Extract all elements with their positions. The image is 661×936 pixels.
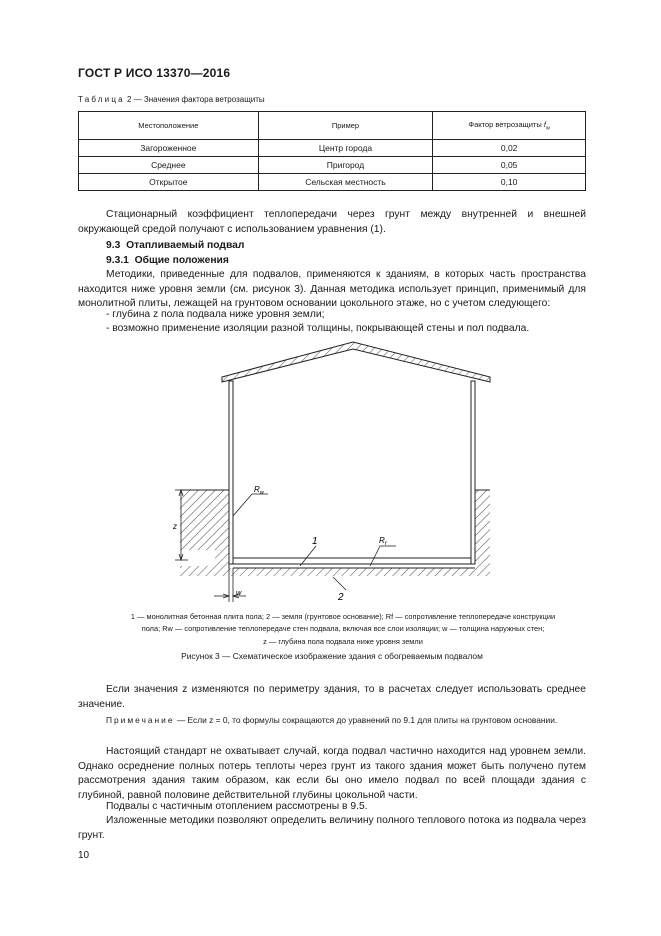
paragraph-5: Подвалы с частичным отоплением рассмотрены в 9.5. (106, 801, 368, 812)
col-header-factor (433, 112, 586, 140)
paragraph-4: Настоящий стандарт не охватывает случай, когда подвал частично находится над уровнем земли. Однако осреднение полных потерь теплоты через грунт из такого здания может быть получено путем рассмотрения здания таким образом, как если бы оно имело подвал по всей площади здания с глубиной, равной половине действительной глубины цокольной части. (78, 746, 586, 801)
floor-slab (233, 558, 475, 568)
walls (229, 381, 475, 564)
table-caption-text: — Значения фактора ветрозащиты (133, 95, 265, 104)
wind-factor-table (78, 111, 586, 191)
table-cell: 0,05 (433, 157, 586, 174)
roof (222, 342, 490, 382)
subsection-number: 9.3.1 (106, 255, 129, 266)
label-rf-subscript: f (384, 541, 387, 547)
col-header-location: Местоположение (79, 112, 259, 140)
table-cell: Центр города (258, 140, 433, 157)
basement-diagram (170, 340, 510, 605)
subsection-title: Общие положения (134, 255, 229, 266)
legend-line-1: 1 — монолитная бетонная плита пола; 2 — земля (грунтовое основание); Rf — сопротивление теплопередаче конструкции (130, 612, 556, 621)
label-w: w (236, 588, 242, 597)
table-cell: 0,02 (433, 140, 586, 157)
document-header: ГОСТ Р ИСО 13370—2016 (78, 66, 231, 80)
table-row (79, 174, 586, 191)
label-rf (379, 536, 387, 547)
table-caption-number: 2 (127, 95, 132, 104)
figure-legend (100, 611, 586, 648)
subsection-heading (106, 255, 229, 266)
table-cell: Пригород (258, 157, 433, 174)
col-header-example: Пример (258, 112, 433, 140)
table-row (79, 157, 586, 174)
bullet-1: - глубина z пола подвала ниже уровня земли; (106, 309, 325, 320)
label-z: z (173, 522, 177, 531)
legend-line-3: z — глубина пола подвала ниже уровня земли (263, 636, 423, 646)
label-1: 1 (312, 536, 318, 547)
bullet-2: - возможно применение изоляции разной толщины, покрывающей стены и пол подвала. (106, 323, 530, 334)
legend-line-2: пола; Rw — сопротивление теплопередаче стен подвала, включая все слои изоляции; w — толщина наружных стен; (141, 624, 545, 634)
paragraph-6: Изложенные методики позволяют определить величину полного теплового потока из подвала через грунт. (78, 815, 586, 841)
paragraph-1: Стационарный коэффициент теплопередачи через грунт между внутренней и внешней окружающей средой получают с использованием уравнения (1). (78, 209, 586, 235)
table-cell: Среднее (79, 157, 259, 174)
note (78, 714, 586, 727)
paragraph-2: Методики, приведенные для подвалов, применяются к зданиям, в которых часть пространства находится ниже уровня земли (см. рисунок 3). Данная методика использует принцип, применимый для монолитной плиты, лежащей на грунтовом основании цокольного этаже, но с учетом следующего: (78, 269, 586, 310)
label-rw-symbol: R (254, 485, 260, 494)
figure-caption: Рисунок 3 — Схематическое изображение здания с обогреваемым подвалом (181, 651, 483, 661)
note-label: Примечание (106, 715, 175, 725)
note-text: — Если z = 0, то формулы сокращаются до уравнений по 9.1 для плиты на грунтовом основании. (176, 715, 558, 725)
section-title: Отапливаемый подвал (126, 240, 245, 251)
paragraph-3: Если значения z изменяются по периметру здания, то в расчетах следует использовать среднее значение. (78, 684, 586, 710)
table-cell: 0,10 (433, 174, 586, 191)
table-caption (78, 95, 265, 104)
factor-subscript: w (545, 125, 550, 132)
section-heading (106, 240, 244, 251)
table-header-row (79, 112, 586, 140)
table-cell: Сельская местность (258, 174, 433, 191)
label-rf-symbol: R (379, 536, 385, 545)
table-cell: Открытое (79, 174, 259, 191)
label-rw-subscript: w (259, 490, 264, 496)
table-caption-label: Таблица (78, 95, 125, 104)
label-2: 2 (338, 592, 344, 603)
col-header-factor-label: Фактор ветрозащиты (468, 119, 544, 129)
table-cell: Загороженное (79, 140, 259, 157)
page-number: 10 (78, 850, 90, 861)
section-number: 9.3 (106, 240, 121, 251)
table-row (79, 140, 586, 157)
factor-symbol: f (543, 119, 546, 129)
